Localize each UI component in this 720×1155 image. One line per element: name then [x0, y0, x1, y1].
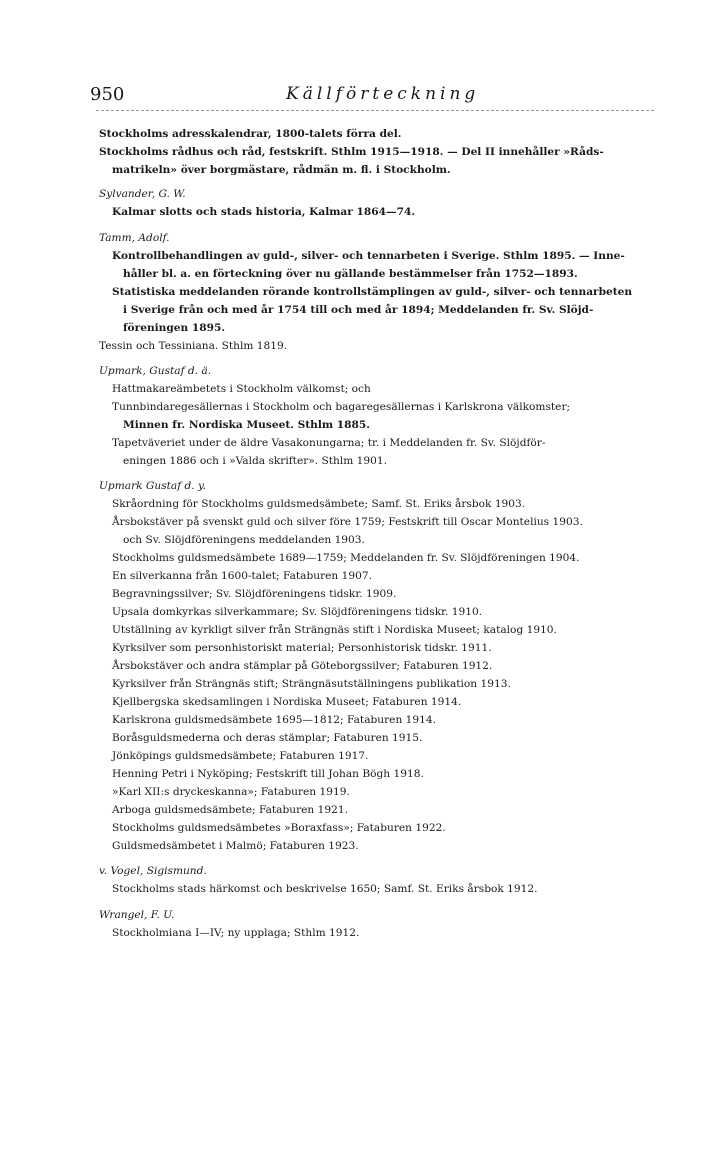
- entry-line: Stockholms adresskalendrar, 1800-talets förra del.: [99, 128, 402, 140]
- entry-line: Årsbokstäver på svenskt guld och silver före 1759; Festskrift till Oscar Montelius 1903.: [112, 516, 583, 528]
- entry-line: Stockholms rådhus och råd, festskrift. Sthlm 1915—1918. — Del II innehåller »Råds-: [99, 146, 604, 158]
- author-heading: Tamm, Adolf.: [99, 232, 170, 244]
- entry-line: Stockholms guldsmedsämbetes »Boraxfass»; Fataburen 1922.: [112, 822, 446, 834]
- entry-continuation: i Sverige från och med år 1754 till och med år 1894; Meddelanden fr. Sv. Slöjd-: [123, 304, 594, 316]
- entry-line: Kyrksilver som personhistoriskt material; Personhistorisk tidskr. 1911.: [112, 642, 492, 654]
- entry-line: Årsbokstäver och andra stämplar på Göteborgssilver; Fataburen 1912.: [112, 660, 493, 672]
- author-heading: Sylvander, G. W.: [99, 188, 186, 200]
- entry-line: Kyrksilver från Strängnäs stift; Strängnäsutställningens publikation 1913.: [112, 678, 511, 690]
- entry-continuation: matrikeln» över borgmästare, rådmän m. fl. i Stockholm.: [112, 164, 451, 176]
- author-heading: Upmark, Gustaf d. ä.: [99, 365, 212, 377]
- entry-line: Stockholmiana I—IV; ny upplaga; Sthlm 1912.: [112, 927, 360, 939]
- entry-line: Guldsmedsämbetet i Malmö; Fataburen 1923.: [112, 840, 359, 852]
- entry-line: En silverkanna från 1600-talet; Fataburen 1907.: [112, 570, 372, 582]
- entry-continuation: håller bl. a. en förteckning över nu gällande bestämmelser från 1752—1893.: [123, 268, 578, 280]
- entry-line: Stockholms stads härkomst och beskrivelse 1650; Samf. St. Eriks årsbok 1912.: [112, 883, 538, 895]
- author-heading: v. Vogel, Sigismund.: [99, 865, 207, 877]
- header-rule: [96, 110, 654, 111]
- entry-line: Statistiska meddelanden rörande kontrollstämplingen av guld-, silver- och tennarbeten: [112, 286, 633, 298]
- entry-line: Kontrollbehandlingen av guld-, silver- och tennarbeten i Sverige. Sthlm 1895. — Inne-: [112, 250, 625, 262]
- entry-line: Upsala domkyrkas silverkammare; Sv. Slöjdföreningens tidskr. 1910.: [112, 606, 483, 618]
- entry-line: Skråordning för Stockholms guldsmedsämbete; Samf. St. Eriks årsbok 1903.: [112, 498, 526, 510]
- entry-line: Tapetväveriet under de äldre Vasakonungarna; tr. i Meddelanden fr. Sv. Slöjdför-: [112, 437, 546, 449]
- entry-continuation: eningen 1886 och i »Valda skrifter». Sthlm 1901.: [123, 455, 387, 467]
- page-number: 950: [90, 84, 125, 105]
- entry-line: Tessin och Tessiniana. Sthlm 1819.: [99, 340, 288, 352]
- entry-line: Stockholms guldsmedsämbete 1689—1759; Meddelanden fr. Sv. Slöjdföreningen 1904.: [112, 552, 580, 564]
- entry-line: Kalmar slotts och stads historia, Kalmar 1864—74.: [112, 206, 416, 218]
- entry-line: Begravningssilver; Sv. Slöjdföreningens tidskr. 1909.: [112, 588, 397, 600]
- entry-line: Jönköpings guldsmedsämbete; Fataburen 1917.: [112, 750, 369, 762]
- entry-continuation: föreningen 1895.: [123, 322, 226, 334]
- entry-line: »Karl XII:s dryckeskanna»; Fataburen 1919.: [112, 786, 350, 798]
- entry-line: Utställning av kyrkligt silver från Strängnäs stift i Nordiska Museet; katalog 1910.: [112, 624, 557, 636]
- author-heading: Upmark Gustaf d. y.: [99, 480, 206, 492]
- entry-line: Karlskrona guldsmedsämbete 1695—1812; Fataburen 1914.: [112, 714, 436, 726]
- entry-line: Kjellbergska skedsamlingen i Nordiska Museet; Fataburen 1914.: [112, 696, 462, 708]
- entry-continuation: och Sv. Slöjdföreningens meddelanden 1903.: [123, 534, 365, 546]
- running-head: Källförteckning: [286, 84, 480, 104]
- entry-line: Tunnbindaregesällernas i Stockholm och bagaregesällernas i Karlskrona välkomster;: [112, 401, 571, 413]
- entry-line: Henning Petri i Nyköping; Festskrift till Johan Bögh 1918.: [112, 768, 424, 780]
- entry-line: Boråsguldsmederna och deras stämplar; Fataburen 1915.: [112, 732, 423, 744]
- author-heading: Wrangel, F. U.: [99, 909, 175, 921]
- entry-line: Arboga guldsmedsämbete; Fataburen 1921.: [112, 804, 348, 816]
- entry-continuation: Minnen fr. Nordiska Museet. Sthlm 1885.: [123, 419, 370, 431]
- entry-line: Hattmakareämbetets i Stockholm välkomst; och: [112, 383, 371, 395]
